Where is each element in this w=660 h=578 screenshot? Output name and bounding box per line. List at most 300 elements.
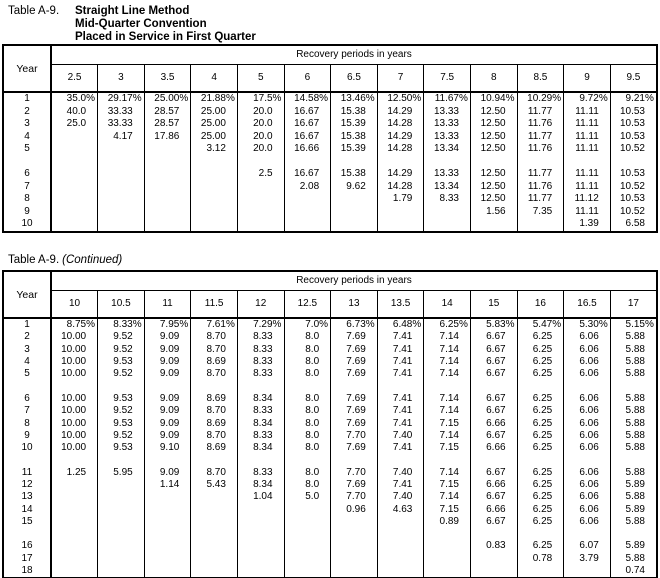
rate-cell: 11.77	[517, 106, 564, 119]
rate-cell: 6.06	[564, 331, 611, 343]
rate-cell	[470, 218, 517, 232]
rate-cell: 8.69	[191, 417, 238, 429]
year-cell: 7	[24, 405, 30, 417]
spacer-cell	[331, 528, 378, 540]
recovery-period-column-header: 8.5	[517, 65, 564, 93]
rate-cell	[377, 540, 424, 552]
rate-cell: 7.40	[377, 491, 424, 503]
rate-cell	[98, 479, 145, 491]
year-cell: 6	[24, 168, 30, 180]
rate-cell: 6.25	[517, 491, 564, 503]
rate-cell	[191, 206, 238, 219]
rate-cell	[144, 143, 191, 156]
spacer-cell	[3, 380, 51, 392]
spacer-cell	[564, 528, 611, 540]
rate-cell: 40.0	[51, 106, 98, 119]
rate-cell: 8.33	[237, 368, 284, 380]
rate-cell: 5.88	[610, 405, 657, 417]
rate-cell: 8.70	[191, 331, 238, 343]
rate-cell: 8.34	[237, 442, 284, 454]
rate-cell: 10.00	[51, 442, 98, 454]
rate-cell: 17.5%	[237, 92, 284, 106]
rate-cell: 7.41	[377, 417, 424, 429]
year-cell: 9	[24, 205, 30, 217]
spacer-cell	[3, 156, 51, 169]
depreciation-table-continued	[2, 270, 658, 578]
rate-cell: 7.14	[424, 344, 471, 356]
depreciation-table-first-quarter	[2, 44, 658, 233]
rate-cell: 1.14	[144, 479, 191, 491]
year-cell: 5	[24, 368, 30, 380]
rate-cell: 12.50	[470, 193, 517, 206]
table-header-row	[3, 271, 657, 291]
rate-cell: 13.33	[424, 168, 471, 181]
table-title-lines	[75, 5, 256, 44]
year-cell: 11	[21, 466, 33, 478]
rate-cell: 10.00	[51, 331, 98, 343]
rate-cell: 6.67	[470, 467, 517, 479]
rate-cell: 5.43	[191, 479, 238, 491]
rate-cell	[284, 206, 331, 219]
rate-cell: 11.11	[564, 106, 611, 119]
year-cell: 2	[24, 331, 30, 343]
rate-cell: 5.15%	[610, 318, 657, 331]
rate-cell: 29.17%	[98, 92, 145, 106]
rate-cell: 8.70	[191, 368, 238, 380]
spacer-cell	[51, 454, 98, 466]
rate-cell: 0.78	[517, 553, 564, 565]
spacer-cell	[237, 380, 284, 392]
rate-cell	[98, 181, 145, 194]
rate-cell: 25.0	[51, 118, 98, 131]
spacer-cell	[517, 156, 564, 169]
table-row	[3, 206, 657, 219]
rate-cell: 20.0	[237, 143, 284, 156]
title-line: Placed in Service in First Quarter	[75, 31, 256, 43]
spacer-cell	[237, 156, 284, 169]
rate-cell	[424, 553, 471, 565]
year-cell: 12	[21, 479, 33, 490]
year-cell: 9	[24, 429, 30, 441]
rate-cell: 13.46%	[331, 92, 378, 106]
rate-cell: 6.06	[564, 417, 611, 429]
table-row	[3, 540, 657, 552]
spacer-cell	[517, 380, 564, 392]
title-line: Straight Line Method	[75, 5, 190, 17]
table-row	[3, 491, 657, 503]
rate-cell	[51, 193, 98, 206]
rate-cell: 7.14	[424, 331, 471, 343]
rate-cell	[144, 565, 191, 578]
rate-cell: 5.88	[610, 331, 657, 343]
rate-cell: 7.41	[377, 479, 424, 491]
spacer-cell	[51, 156, 98, 169]
rate-cell: 9.09	[144, 393, 191, 405]
rate-cell	[51, 479, 98, 491]
rate-cell: 7.0%	[284, 318, 331, 331]
rate-cell	[51, 143, 98, 156]
rate-cell	[470, 553, 517, 565]
year-cell: 1	[24, 93, 30, 105]
rate-cell: 13.34	[424, 143, 471, 156]
year-cell: 6	[24, 392, 30, 404]
rate-cell: 8.33	[424, 193, 471, 206]
rate-cell: 6.06	[564, 467, 611, 479]
spacer-cell	[424, 380, 471, 392]
table-row	[3, 417, 657, 429]
spacer-cell	[331, 380, 378, 392]
rate-cell: 7.14	[424, 467, 471, 479]
rate-cell	[237, 503, 284, 515]
table-row	[3, 168, 657, 181]
table-title-block	[8, 5, 256, 44]
spacer-cell	[51, 528, 98, 540]
spacer-cell	[144, 528, 191, 540]
rate-cell: 1.25	[51, 467, 98, 479]
rate-cell	[144, 553, 191, 565]
table-row	[3, 143, 657, 156]
rate-cell: 6.67	[470, 491, 517, 503]
recovery-period-column-header: 6	[284, 65, 331, 93]
rate-cell: 6.06	[564, 393, 611, 405]
rate-cell	[331, 540, 378, 552]
spacer-row	[3, 454, 657, 466]
rate-cell	[331, 218, 378, 232]
rate-cell: 7.14	[424, 491, 471, 503]
spacer-cell	[284, 454, 331, 466]
rate-cell	[284, 193, 331, 206]
rate-cell: 6.06	[564, 503, 611, 515]
rate-cell: 6.25	[517, 417, 564, 429]
rate-cell: 6.06	[564, 368, 611, 380]
rate-cell	[237, 516, 284, 528]
rate-cell: 8.0	[284, 331, 331, 343]
rate-cell: 10.00	[51, 405, 98, 417]
rate-cell: 7.69	[331, 356, 378, 368]
rate-cell: 6.06	[564, 442, 611, 454]
rate-cell	[98, 143, 145, 156]
recovery-period-column-header: 10	[51, 291, 98, 319]
table-row	[3, 106, 657, 119]
year-cell: 2	[24, 105, 30, 117]
rate-cell	[144, 193, 191, 206]
rate-cell: 6.67	[470, 516, 517, 528]
spacer-cell	[424, 454, 471, 466]
spacer-cell	[191, 380, 238, 392]
rate-cell: 9.53	[98, 417, 145, 429]
year-cell: 4	[24, 356, 30, 368]
rate-cell: 2.5	[237, 168, 284, 181]
rate-cell	[51, 553, 98, 565]
recovery-period-column-header: 2.5	[51, 65, 98, 93]
recovery-period-column-header: 6.5	[331, 65, 378, 93]
rate-cell	[51, 218, 98, 232]
rate-cell: 7.15	[424, 503, 471, 515]
rate-cell: 9.09	[144, 356, 191, 368]
rate-cell: 16.66	[284, 143, 331, 156]
rate-cell: 9.09	[144, 417, 191, 429]
table-row	[3, 118, 657, 131]
rate-cell: 6.25	[517, 540, 564, 552]
recovery-period-column-header: 13.5	[377, 291, 424, 319]
recovery-period-column-header: 13	[331, 291, 378, 319]
rate-cell: 11.77	[517, 168, 564, 181]
rate-cell	[144, 218, 191, 232]
rate-cell: 7.40	[377, 430, 424, 442]
rate-cell: 8.0	[284, 344, 331, 356]
rate-cell: 8.0	[284, 417, 331, 429]
spacer-cell	[470, 380, 517, 392]
rate-cell: 6.25	[517, 344, 564, 356]
recovery-period-column-header: 4	[191, 65, 238, 93]
spacer-cell	[98, 380, 145, 392]
rate-cell	[424, 565, 471, 578]
rate-cell: 6.67	[470, 405, 517, 417]
recovery-period-column-header: 10.5	[98, 291, 145, 319]
rate-cell: 10.53	[610, 193, 657, 206]
rate-cell: 10.00	[51, 368, 98, 380]
rate-cell	[377, 553, 424, 565]
spacer-cell	[331, 454, 378, 466]
rate-cell: 10.00	[51, 356, 98, 368]
spacer-cell	[470, 454, 517, 466]
rate-cell: 8.34	[237, 417, 284, 429]
rate-cell: 9.09	[144, 467, 191, 479]
rate-cell: 12.50	[470, 143, 517, 156]
table-row	[3, 430, 657, 442]
recovery-period-column-header: 17	[610, 291, 657, 319]
table-label: Table A-9.	[8, 254, 60, 266]
rate-cell: 11.11	[564, 181, 611, 194]
rate-cell	[331, 553, 378, 565]
rate-cell	[191, 516, 238, 528]
rate-cell: 14.29	[377, 131, 424, 144]
spacer-cell	[51, 380, 98, 392]
rate-cell	[377, 206, 424, 219]
rate-cell	[144, 181, 191, 194]
table-row	[3, 479, 657, 491]
rate-cell	[144, 206, 191, 219]
rate-cell	[98, 193, 145, 206]
recovery-period-column-header: 5	[237, 65, 284, 93]
rate-cell: 9.09	[144, 405, 191, 417]
rate-cell: 3.12	[191, 143, 238, 156]
table-row	[3, 553, 657, 565]
rate-cell	[191, 218, 238, 232]
rate-cell: 10.53	[610, 168, 657, 181]
table-body	[3, 92, 657, 232]
spacer-cell	[424, 528, 471, 540]
table-row	[3, 331, 657, 343]
rate-cell: 7.15	[424, 442, 471, 454]
rate-cell	[284, 218, 331, 232]
rate-cell	[98, 565, 145, 578]
rate-cell	[237, 181, 284, 194]
rate-cell	[331, 516, 378, 528]
rate-cell: 8.0	[284, 479, 331, 491]
rate-cell	[424, 218, 471, 232]
rate-cell	[98, 540, 145, 552]
rate-cell: 9.52	[98, 368, 145, 380]
rate-cell: 12.50	[470, 118, 517, 131]
rate-cell	[377, 516, 424, 528]
rate-cell: 7.14	[424, 368, 471, 380]
rate-cell: 14.29	[377, 168, 424, 181]
rate-cell: 5.88	[610, 417, 657, 429]
rate-cell: 9.09	[144, 331, 191, 343]
rate-cell: 15.39	[331, 143, 378, 156]
rate-cell	[191, 491, 238, 503]
rate-cell: 11.11	[564, 206, 611, 219]
rate-cell: 8.75%	[51, 318, 98, 331]
rate-cell	[51, 503, 98, 515]
spacer-cell	[144, 454, 191, 466]
rate-cell: 6.25	[517, 430, 564, 442]
rate-cell	[98, 168, 145, 181]
rate-cell: 5.0	[284, 491, 331, 503]
rate-cell	[144, 168, 191, 181]
rate-cell	[98, 503, 145, 515]
rate-cell: 7.41	[377, 368, 424, 380]
recovery-periods-header: Recovery periods in years	[51, 271, 657, 291]
rate-cell	[284, 503, 331, 515]
rate-cell	[51, 565, 98, 578]
rate-cell: 6.06	[564, 405, 611, 417]
spacer-cell	[610, 454, 657, 466]
spacer-cell	[191, 156, 238, 169]
recovery-period-column-header: 12	[237, 291, 284, 319]
table-row	[3, 92, 657, 106]
spacer-cell	[191, 528, 238, 540]
rate-cell: 6.25	[517, 356, 564, 368]
rate-cell	[424, 206, 471, 219]
rate-cell: 12.50%	[377, 92, 424, 106]
year-cell: 17	[21, 552, 33, 564]
rate-cell: 11.76	[517, 143, 564, 156]
rate-cell: 6.48%	[377, 318, 424, 331]
rate-cell	[98, 206, 145, 219]
rate-cell	[144, 491, 191, 503]
year-cell: 7	[24, 180, 30, 192]
recovery-periods-header: Recovery periods in years	[51, 45, 657, 65]
recovery-period-column-header: 9.5	[610, 65, 657, 93]
rate-cell: 10.00	[51, 393, 98, 405]
rate-cell: 11.12	[564, 193, 611, 206]
rate-cell	[144, 516, 191, 528]
spacer-cell	[610, 156, 657, 169]
recovery-period-column-header: 3	[98, 65, 145, 93]
year-cell: 10	[21, 442, 33, 454]
rate-cell: 5.88	[610, 430, 657, 442]
recovery-period-column-header: 11.5	[191, 291, 238, 319]
table-row	[3, 344, 657, 356]
rate-cell: 11.11	[564, 131, 611, 144]
rate-cell: 1.79	[377, 193, 424, 206]
rate-cell: 8.70	[191, 405, 238, 417]
spacer-cell	[331, 156, 378, 169]
rate-cell	[284, 565, 331, 578]
rate-cell: 8.69	[191, 393, 238, 405]
rate-cell: 5.30%	[564, 318, 611, 331]
rate-cell: 10.52	[610, 143, 657, 156]
rate-cell: 8.0	[284, 393, 331, 405]
table-row	[3, 503, 657, 515]
table-continued-title	[8, 254, 122, 266]
rate-cell	[331, 565, 378, 578]
rate-cell: 6.25	[517, 503, 564, 515]
rate-cell: 9.21%	[610, 92, 657, 106]
rate-cell: 7.41	[377, 393, 424, 405]
rate-cell: 25.00	[191, 131, 238, 144]
rate-cell: 6.06	[564, 479, 611, 491]
rate-cell: 5.88	[610, 467, 657, 479]
spacer-cell	[564, 156, 611, 169]
rate-cell: 8.33	[237, 331, 284, 343]
rate-cell: 7.61%	[191, 318, 238, 331]
rate-cell: 7.41	[377, 344, 424, 356]
rate-cell: 16.67	[284, 118, 331, 131]
rate-cell: 10.52	[610, 181, 657, 194]
spacer-row	[3, 380, 657, 392]
table-header-row	[3, 45, 657, 65]
rate-cell: 6.66	[470, 503, 517, 515]
rate-cell: 10.00	[51, 344, 98, 356]
recovery-period-column-header: 16	[517, 291, 564, 319]
rate-cell: 5.83%	[470, 318, 517, 331]
table-row	[3, 467, 657, 479]
rate-cell: 7.41	[377, 331, 424, 343]
title-line: Mid-Quarter Convention	[75, 18, 207, 30]
rate-cell: 14.28	[377, 143, 424, 156]
rate-cell: 7.41	[377, 405, 424, 417]
rate-cell: 9.09	[144, 430, 191, 442]
table-row	[3, 131, 657, 144]
rate-cell	[284, 553, 331, 565]
rate-cell: 12.50	[470, 106, 517, 119]
year-cell: 8	[24, 417, 30, 429]
rate-cell: 6.58	[610, 218, 657, 232]
rate-cell: 13.33	[424, 118, 471, 131]
rate-cell: 11.67%	[424, 92, 471, 106]
rate-cell: 9.72%	[564, 92, 611, 106]
rate-cell: 7.69	[331, 368, 378, 380]
spacer-cell	[284, 156, 331, 169]
rate-cell	[51, 131, 98, 144]
rate-cell: 6.67	[470, 430, 517, 442]
continued-suffix: (Continued)	[62, 254, 123, 266]
rate-cell: 7.70	[331, 491, 378, 503]
rate-cell: 6.25	[517, 331, 564, 343]
rate-cell: 6.67	[470, 344, 517, 356]
spacer-cell	[470, 156, 517, 169]
rate-cell: 7.69	[331, 331, 378, 343]
rate-cell: 0.74	[610, 565, 657, 578]
table-row	[3, 318, 657, 331]
spacer-cell	[377, 454, 424, 466]
rate-cell	[98, 553, 145, 565]
rate-cell: 7.69	[331, 344, 378, 356]
rate-cell: 14.28	[377, 118, 424, 131]
spacer-cell	[98, 156, 145, 169]
spacer-cell	[470, 528, 517, 540]
year-cell: 8	[24, 193, 30, 205]
year-column-header: Year	[3, 45, 51, 92]
rate-cell: 7.14	[424, 356, 471, 368]
spacer-cell	[377, 380, 424, 392]
spacer-cell	[564, 380, 611, 392]
rate-cell: 14.29	[377, 106, 424, 119]
recovery-period-column-header: 9	[564, 65, 611, 93]
